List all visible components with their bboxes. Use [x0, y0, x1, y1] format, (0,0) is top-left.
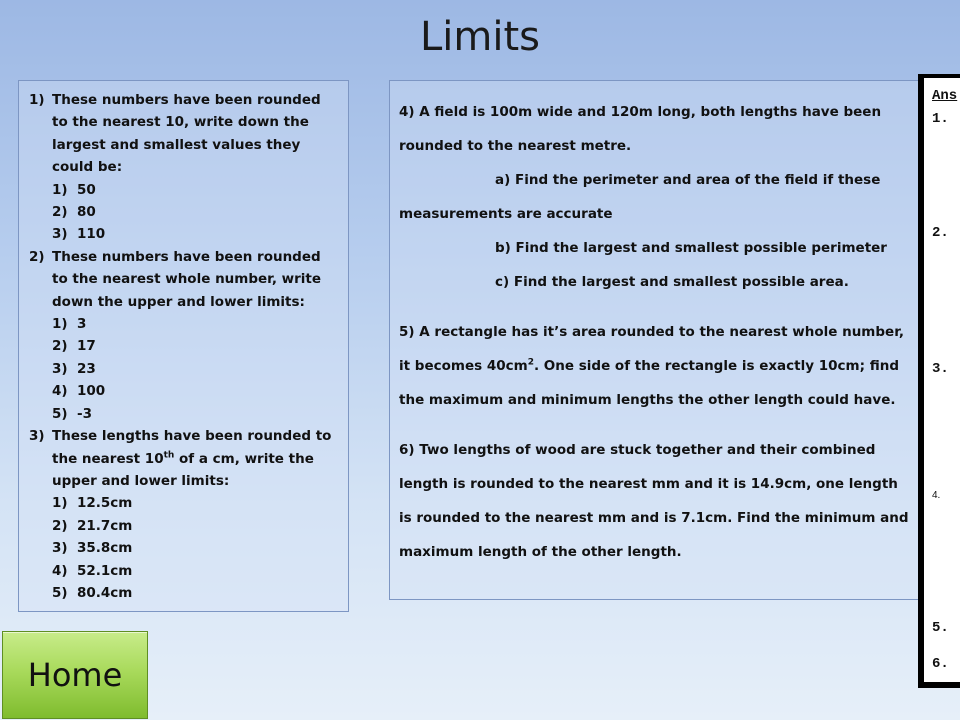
list-item: 2) 80 — [52, 204, 96, 221]
list-item: 1) 12.5cm — [52, 495, 133, 512]
list-item: 1) 50 — [52, 181, 96, 198]
question-4-intro: 4) A field is 100m wide and 120m long, both lengths have been rounded to the nearest metre. — [399, 104, 882, 154]
answer-label: 4. — [932, 490, 941, 501]
list-item: 2) 17 — [52, 338, 96, 355]
question-number: 1) — [29, 92, 45, 108]
list-item: 4) 52.1cm — [52, 562, 133, 579]
list-item: 2) 21.7cm — [52, 517, 133, 534]
list-item: 3) 110 — [52, 226, 106, 243]
question-2 — [29, 246, 340, 313]
list-item: 5) -3 — [52, 405, 92, 422]
question-3 — [29, 425, 340, 492]
answers-sheet — [924, 78, 960, 682]
question-4c: c) Find the largest and smallest possible area. — [495, 274, 849, 290]
answer-label: 6. — [932, 656, 949, 672]
answer-label: 3. — [932, 361, 949, 377]
answer-label: 5. — [932, 620, 949, 636]
question-text: These lengths have been rounded to the nearest 10th of a cm, write the upper and lower limits: — [52, 428, 332, 489]
question-1 — [29, 89, 340, 179]
question-number: 3) — [29, 428, 45, 445]
answers-heading: Ans — [932, 88, 958, 104]
question-text: These numbers have been rounded to the nearest whole number, write down the upper and lower limits: — [52, 248, 322, 310]
list-item: 1) 3 — [52, 316, 87, 333]
list-item: 5) 80.4cm — [52, 584, 133, 601]
questions-1-3-box — [18, 80, 349, 612]
answer-label: 1. — [932, 111, 949, 127]
question-4b: b) Find the largest and smallest possible perimeter — [495, 240, 887, 256]
list-item: 4) 100 — [52, 383, 106, 400]
question-6: 6) Two lengths of wood are stuck together and their combined length is rounded to the nearest mm and it is 14.9cm, one length is rounded to the nearest mm and is 7.1cm. Find the minimum and maximum length of the other length. — [399, 442, 909, 560]
list-item: 3) 23 — [52, 360, 96, 377]
list-item: 3) 35.8cm — [52, 540, 133, 557]
answer-label: 2. — [932, 225, 949, 241]
question-text: These numbers have been rounded to the nearest 10, write down the largest and smallest values they could be: — [52, 92, 321, 176]
page-title: Limits — [420, 14, 540, 60]
questions-4-6-box — [389, 80, 920, 600]
home-button[interactable]: Home — [2, 631, 148, 719]
question-number: 2) — [29, 248, 45, 265]
question-4a: a) Find the perimeter and area of the field if these measurements are accurate — [399, 172, 881, 222]
answers-panel — [918, 74, 960, 688]
question-5: 5) A rectangle has it’s area rounded to the nearest whole number, it becomes $40cm^2$. One side of the rectangle is exactly 10cm; find the maximum and minimum lengths the other length could have. — [399, 324, 904, 408]
